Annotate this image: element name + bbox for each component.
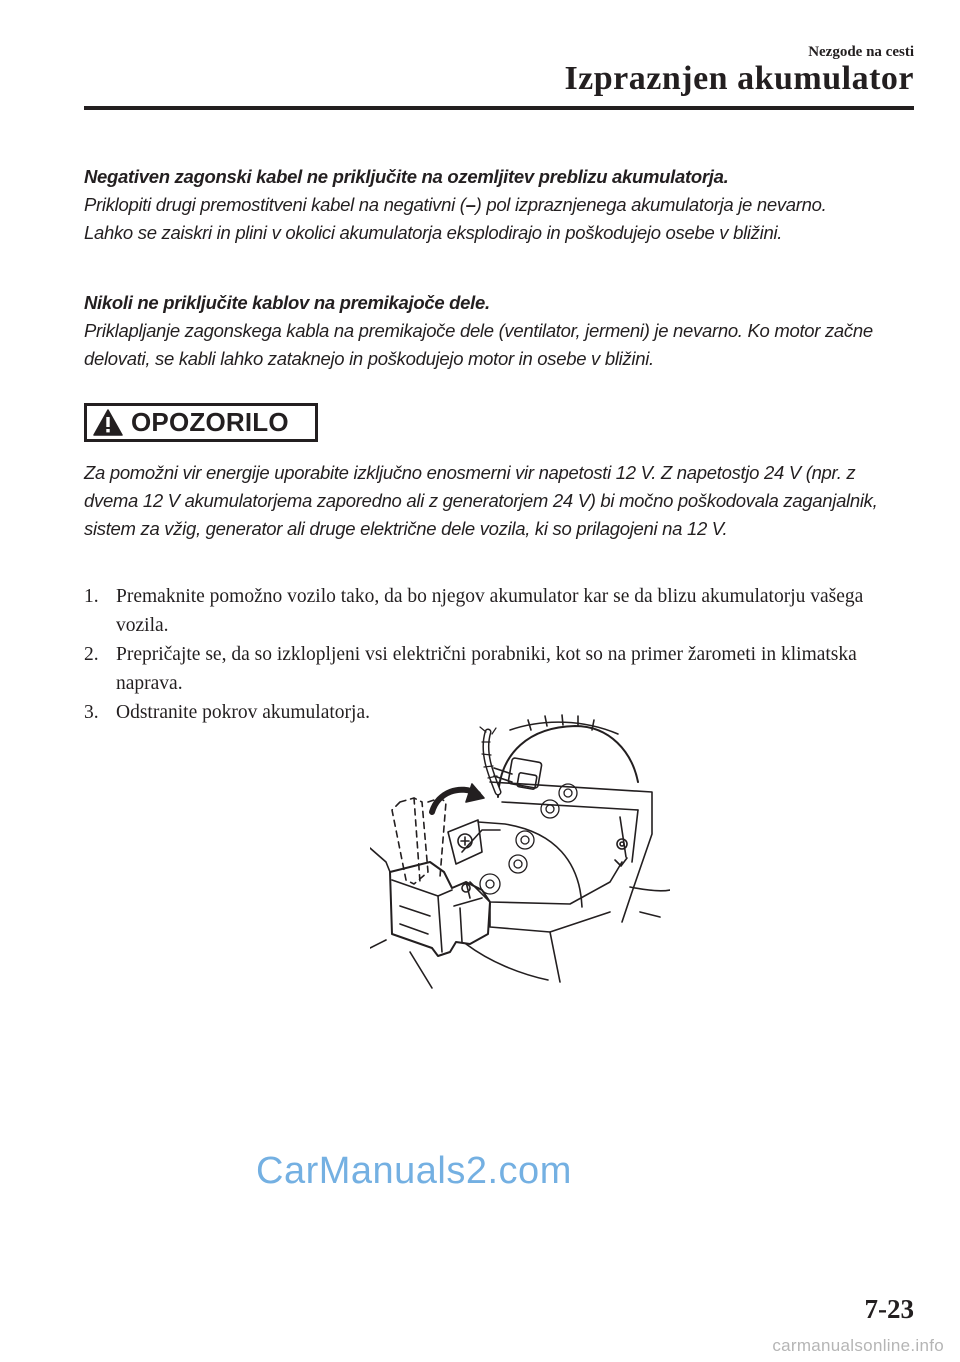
footer-watermark: carmanualsonline.info [772,1336,944,1355]
step-number: 3. [84,702,99,723]
page-number: 7-23 [864,1294,914,1324]
step-text: Odstranite pokrov akumulatorja. [116,702,370,723]
battery-cell-cap [480,784,577,894]
step-number: 1. [84,586,99,607]
header-divider [84,106,914,110]
page-title: Izpraznjen akumulator [564,60,914,97]
step-number: 2. [84,644,99,665]
warning-text-block [84,459,914,543]
caution-text-sparks: Lahko se zaiskri in plini v okolici akumulatorja eksplodirajo in poškodujejo osebe v bližini. [84,222,783,243]
list-item [84,640,914,698]
caution-text-ground [84,191,914,219]
caution-block-ground [84,163,914,247]
step-text: Prepričajte se, da so izklopljeni vsi električni porabniki, kot so na primer žarometi in klimatska naprava. [116,644,857,694]
procedure-steps [84,582,914,727]
warning-label-box [84,403,318,442]
watermark: CarManuals2.com [256,1150,572,1192]
warning-text: Za pomožni vir energije uporabite izključno enosmerni vir napetosti 12 V. Z napetostjo 24 V (npr. z dvema 12 V akumulatorjema zaporedno ali z generatorjem 24 V) bi močno poškodovala zaganjalnik, sistem za vžig, generator ali druge električne dele vozila, ki so prilagojeni na 12 V. [84,462,878,539]
caution-text-part: Priklopiti drugi premostitveni kabel na negativni ( [84,194,466,215]
warning-triangle-icon [93,409,123,436]
caution-block-moving-parts [84,289,914,373]
section-heading: Nezgode na cesti [808,44,914,60]
caution-heading-moving-parts: Nikoli ne priključite kablov na premikajoče dele. [84,292,490,313]
step-text: Premaknite pomožno vozilo tako, da bo njegov akumulator kar se da blizu akumulatorju vašega vozila. [116,586,864,636]
list-item [84,582,914,640]
warning-label: OPOZORILO [131,407,289,437]
minus-symbol: – [465,194,476,215]
caution-text-part: ) pol izpraznjenega akumulatorja je nevarno. [475,194,827,215]
caution-text-moving-parts: Priklapljanje zagonskega kabla na premikajoče dele (ventilator, jermeni) je nevarno. Ko motor začne delovati, se kabli lahko zataknejo in poškodujejo motor in osebe v bližini. [84,320,873,369]
battery-cover-illustration [370,712,670,1002]
caution-heading-ground: Negativen zagonski kabel ne priključite na ozemljitev preblizu akumulatorja. [84,166,729,187]
